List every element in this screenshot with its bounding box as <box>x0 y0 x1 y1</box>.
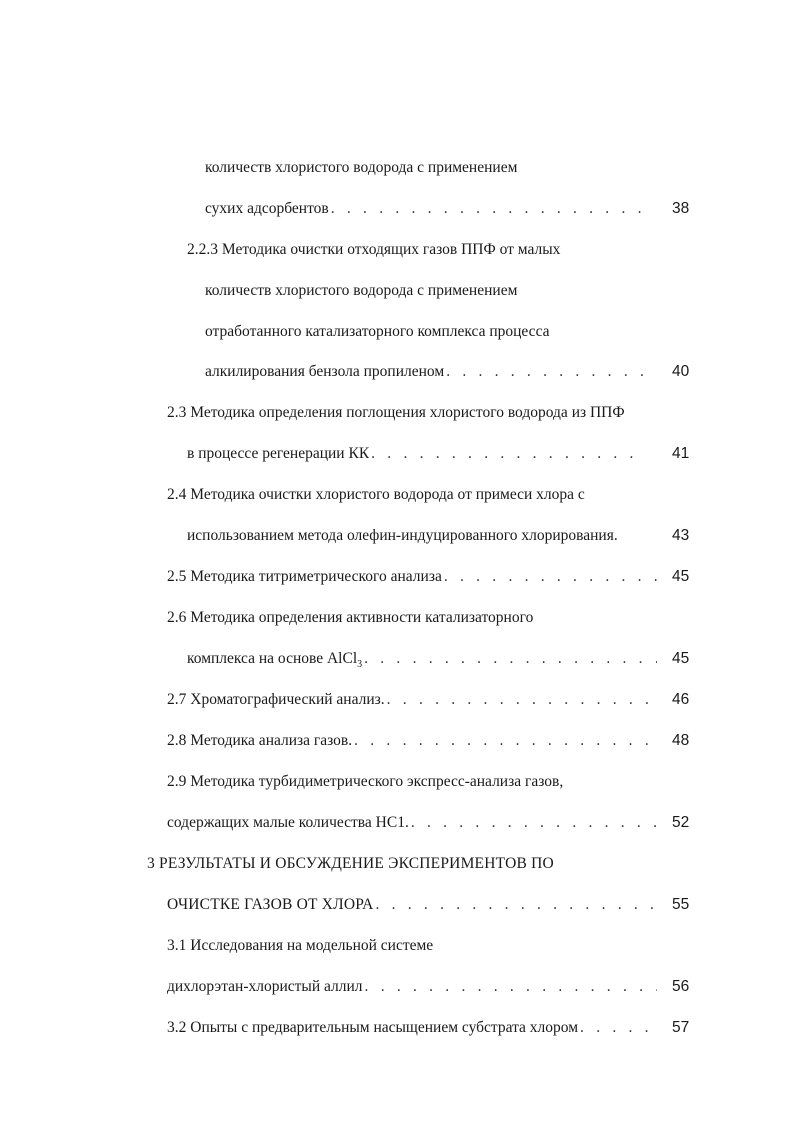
toc-line <box>167 606 533 630</box>
toc-text <box>187 647 362 677</box>
toc-line <box>205 320 550 344</box>
leader-dots <box>385 688 657 712</box>
leader-dots <box>352 729 657 753</box>
toc-page-number: 56 <box>672 978 690 995</box>
toc-entry[interactable] <box>167 565 657 589</box>
toc-text: 2.6 Методика определения активности катализаторного <box>167 609 534 626</box>
toc-text: 2.8 Методика анализа газов. <box>167 732 353 749</box>
toc-entry[interactable] <box>167 811 657 835</box>
toc-page-number: 43 <box>672 527 690 544</box>
toc-line <box>167 401 625 425</box>
toc-page-number: 52 <box>672 814 690 831</box>
leader-dots <box>369 442 645 466</box>
toc-text: 2.4 Методика очистки хлористого водорода от примеси хлора с <box>167 486 585 503</box>
toc-page-number: 38 <box>672 200 690 217</box>
toc-line <box>167 770 563 794</box>
toc-entry[interactable] <box>205 197 645 221</box>
leader-dots <box>578 1016 657 1040</box>
toc-text-main: комплекса на основе AlCl <box>187 650 358 667</box>
toc-page-number: 48 <box>672 732 690 749</box>
toc-text: отработанного катализаторного комплекса процесса <box>205 323 550 340</box>
toc-entry[interactable] <box>167 688 657 712</box>
toc-entry[interactable] <box>187 647 657 671</box>
toc-line <box>147 852 554 876</box>
toc-text: 3.2 Опыты с предварительным насыщением субстрата хлором <box>167 1019 579 1036</box>
toc-text: 2.2.3 Методика очистки отходящих газов ППФ от малых <box>187 241 561 258</box>
toc-entry[interactable] <box>187 442 645 466</box>
leader-dots <box>444 360 655 384</box>
toc-text: 3 РЕЗУЛЬТАТЫ И ОБСУЖДЕНИЕ ЭКСПЕРИМЕНТОВ ПО <box>147 855 554 872</box>
toc-entry[interactable] <box>167 729 657 753</box>
toc-text: 2.5 Методика титриметрического анализа <box>167 568 442 585</box>
toc-text: в процессе регенерации КК <box>187 445 370 462</box>
toc-text: 3.1 Исследования на модельной системе <box>167 937 434 954</box>
leader-dots <box>363 975 657 999</box>
toc-page-number: 45 <box>672 568 690 585</box>
toc-entry[interactable] <box>187 524 618 548</box>
toc-line <box>167 934 433 958</box>
toc-text: дихлорэтан-хлористый аллил <box>167 978 363 995</box>
toc-page-number: 46 <box>672 691 690 708</box>
toc-text: ОЧИСТКЕ ГАЗОВ ОТ ХЛОРА <box>167 896 374 913</box>
toc-text: 2.3 Методика определения поглощения хлористого водорода из ППФ <box>167 404 625 421</box>
toc-text: алкилирования бензола пропиленом <box>205 363 445 380</box>
toc-text: 2.9 Методика турбидиметрического экспресс-анализа газов, <box>167 773 564 790</box>
toc-entry[interactable] <box>205 360 655 384</box>
toc-line <box>187 238 560 262</box>
toc-page-number: 41 <box>672 445 690 462</box>
toc-page-number: 40 <box>672 363 690 380</box>
toc-page-number: 57 <box>672 1019 690 1036</box>
toc-page-number: 55 <box>672 896 690 913</box>
toc-text: количеств хлористого водорода с применением <box>205 282 518 299</box>
toc-line <box>167 483 585 507</box>
toc-text: количеств хлористого водорода с применением <box>205 159 518 176</box>
toc-entry[interactable] <box>167 975 657 999</box>
toc-text: использованием метода олефин-индуцированного хлорирования. <box>187 527 618 544</box>
leader-dots <box>409 811 657 835</box>
leader-dots <box>442 565 657 589</box>
toc-text: содержащих малые количества НС1. <box>167 814 409 831</box>
subscript: 3 <box>357 659 363 671</box>
toc-line <box>205 156 517 180</box>
leader-dots <box>373 893 657 917</box>
toc-page-number: 45 <box>672 650 690 667</box>
toc-text: 2.7 Хроматографический анализ. <box>167 691 385 708</box>
leader-dots <box>329 197 645 221</box>
leader-dots <box>362 647 657 671</box>
toc-entry[interactable] <box>167 1016 657 1040</box>
toc-entry[interactable] <box>167 893 657 917</box>
toc-line <box>205 279 517 303</box>
toc-text: сухих адсорбентов <box>205 200 329 217</box>
